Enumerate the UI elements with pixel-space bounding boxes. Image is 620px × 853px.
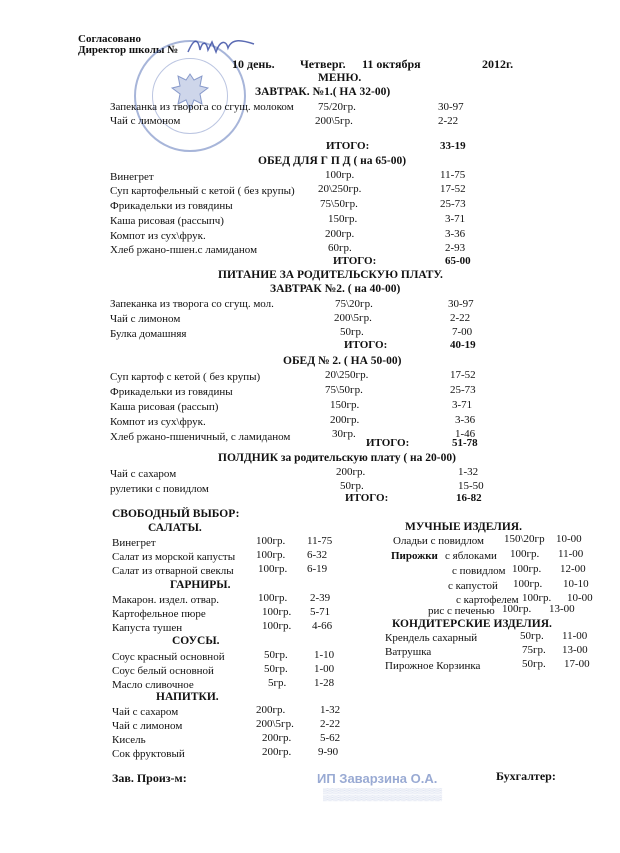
lunch2-item-name: Хлеб ржано-пшеничный, с ламиданом [110, 431, 291, 443]
breakfast2-item-portion: 50гр. [340, 326, 364, 338]
lunch2-item-price: 1-46 [455, 428, 476, 440]
snack-item-name: Чай с сахаром [110, 468, 177, 480]
lunch-gpd-total: 65-00 [445, 255, 471, 267]
confectionery-item-name: Крендель сахарный [385, 632, 478, 644]
breakfast2-item-name: Чай с лимоном [110, 313, 181, 325]
flour-item-name: с капустой [448, 580, 498, 592]
flour-item-price: 10-00 [556, 533, 582, 545]
flour-item-price: 10-10 [563, 578, 589, 590]
confectionery-item-portion: 50гр. [522, 658, 546, 670]
lunch2-item-portion: 150гр. [330, 399, 360, 411]
lunch2-item-name: Каша рисовая (рассып) [110, 401, 219, 413]
lunch2-item-portion: 75\50гр. [325, 384, 363, 396]
salad-item-price: 6-19 [307, 563, 328, 575]
sauce-item-portion: 5гр. [268, 677, 287, 689]
production-head-label: Зав. Произ-м: [112, 771, 187, 785]
pies-label: Пирожки [391, 550, 438, 562]
flour-item-price: 11-00 [558, 548, 584, 560]
snack-item-price: 15-50 [458, 480, 484, 492]
breakfast2-total: 40-19 [450, 339, 476, 351]
lunch-gpd-item-price: 25-73 [440, 198, 466, 210]
lunch-gpd-item-price: 3-71 [445, 213, 466, 225]
breakfast2-item-price: 7-00 [452, 326, 473, 338]
flour-item-price: 10-00 [567, 592, 593, 604]
garnish-title: ГАРНИРЫ. [170, 579, 231, 591]
lunch-gpd-title: ОБЕД ДЛЯ Г П Д ( на 65-00) [258, 155, 407, 167]
drink-item-name: Чай с лимоном [112, 720, 183, 732]
lunch2-total: 51-78 [452, 437, 478, 449]
company-stamp-text: ИП Заварзина О.А. [317, 771, 438, 786]
breakfast2-item-name: Запеканка из творога со сгущ. мол. [110, 298, 274, 310]
breakfast1-item-price: 30-97 [438, 101, 464, 113]
lunch-gpd-item-name: Компот из сух\фрук. [110, 230, 206, 242]
salad-item-portion: 100гр. [256, 535, 286, 547]
drink-item-portion: 200\5гр. [256, 718, 294, 730]
garnish-item-price: 4-66 [312, 620, 333, 632]
breakfast1-total-label: ИТОГО: [326, 140, 370, 152]
snack-item-name: рулетики с повидлом [110, 483, 209, 495]
lunch2-item-name: Фрикадельки из говядины [110, 386, 233, 398]
flour-item-name: с яблоками [445, 550, 497, 562]
garnish-item-name: Капуста тушен [112, 622, 183, 634]
confectionery-item-portion: 50гр. [520, 630, 544, 642]
lunch-gpd-item-price: 3-36 [445, 228, 466, 240]
breakfast1-item-name: Запеканка из творога со сгущ. молоком [110, 101, 294, 113]
flour-item-portion: 100гр. [513, 578, 543, 590]
drink-item-price: 2-22 [320, 718, 341, 730]
sauce-item-portion: 50гр. [264, 649, 288, 661]
snack-item-portion: 200гр. [336, 466, 366, 478]
lunch-gpd-item-portion: 100гр. [325, 169, 355, 181]
sauce-item-name: Соус белый основной [112, 665, 214, 677]
sauce-item-price: 1-10 [314, 649, 335, 661]
snack-item-price: 1-32 [458, 466, 479, 478]
breakfast2-item-portion: 200\5гр. [334, 312, 372, 324]
salad-item-portion: 100гр. [256, 549, 286, 561]
flour-item-name: рис с печенью [428, 605, 495, 617]
lunch-gpd-item-name: Хлеб ржано-пшен.с ламиданом [110, 244, 258, 256]
lunch-gpd-item-price: 17-52 [440, 183, 466, 195]
drink-item-price: 5-62 [320, 732, 341, 744]
salad-item-name: Салат из отварной свеклы [112, 565, 234, 577]
confectionery-item-name: Пирожное Корзинка [385, 660, 481, 672]
flour-item-portion: 100гр. [512, 563, 542, 575]
lunch2-title: ОБЕД № 2. ( НА 50-00) [283, 355, 402, 367]
flour-item-portion: 100гр. [510, 548, 540, 560]
drink-item-price: 1-32 [320, 704, 341, 716]
lunch-gpd-item-price: 11-75 [440, 169, 466, 181]
drink-item-name: Кисель [112, 734, 146, 746]
lunch2-item-portion: 30гр. [332, 428, 356, 440]
flour-item-name: с картофелем [456, 594, 519, 606]
lunch-gpd-item-portion: 200гр. [325, 228, 355, 240]
menu-date: 11 октября [362, 57, 421, 71]
drinks-title: НАПИТКИ. [156, 691, 219, 703]
lunch2-item-name: Компот из сух\фрук. [110, 416, 206, 428]
breakfast2-item-price: 2-22 [450, 312, 471, 324]
salad-item-price: 6-32 [307, 549, 328, 561]
sauces-title: СОУСЫ. [172, 635, 220, 647]
lunch2-item-name: Суп картоф с кетой ( без крупы) [110, 371, 261, 383]
lunch2-total-label: ИТОГО: [366, 437, 410, 449]
breakfast2-total-label: ИТОГО: [344, 339, 388, 351]
drink-item-price: 9-90 [318, 746, 339, 758]
drink-item-portion: 200гр. [262, 746, 292, 758]
lunch-gpd-item-name: Винегрет [110, 171, 154, 183]
lunch-gpd-item-name: Суп картофельный с кетой ( без крупы) [110, 185, 295, 197]
snack-total: 16-82 [456, 492, 482, 504]
menu-title: МЕНЮ. [318, 72, 362, 84]
paid-section-title: ПИТАНИЕ ЗА РОДИТЕЛЬСКУЮ ПЛАТУ. [218, 269, 443, 281]
salad-item-name: Салат из морской капусты [112, 551, 236, 563]
flour-item-portion: 150\20гр [504, 533, 545, 545]
drink-item-portion: 200гр. [256, 704, 286, 716]
breakfast2-item-portion: 75\20гр. [335, 298, 373, 310]
garnish-item-portion: 100гр. [262, 606, 292, 618]
menu-day: 10 день. [232, 57, 275, 71]
handwritten-signature-icon [186, 34, 256, 58]
breakfast2-title: ЗАВТРАК №2. ( на 40-00) [270, 283, 401, 295]
accountant-label: Бухгалтер: [496, 769, 556, 783]
lunch2-item-portion: 20\250гр. [325, 369, 369, 381]
lunch2-item-price: 3-36 [455, 414, 476, 426]
lunch-gpd-item-portion: 20\250гр. [318, 183, 362, 195]
salad-item-name: Винегрет [112, 537, 156, 549]
confectionery-item-price: 13-00 [562, 644, 588, 656]
garnish-item-name: Макарон. издел. отвар. [112, 594, 219, 606]
salads-title: САЛАТЫ. [148, 522, 202, 534]
garnish-item-portion: 100гр. [262, 620, 292, 632]
approval-line-1: Согласовано [78, 33, 141, 45]
breakfast2-item-price: 30-97 [448, 298, 474, 310]
flour-item-name: Оладьи с повидлом [393, 535, 485, 547]
confectionery-item-portion: 75гр. [522, 644, 546, 656]
flour-item-name: с повидлом [452, 565, 506, 577]
snack-total-label: ИТОГО: [345, 492, 389, 504]
drink-item-portion: 200гр. [262, 732, 292, 744]
sauce-item-price: 1-28 [314, 677, 335, 689]
menu-weekday: Четверг. [300, 57, 346, 71]
breakfast1-total: 33-19 [440, 140, 466, 152]
garnish-item-name: Картофельное пюре [112, 608, 206, 620]
breakfast1-title: ЗАВТРАК. №1.( НА 32-00) [255, 86, 391, 98]
confectionery-title: КОНДИТЕРСКИЕ ИЗДЕЛИЯ. [392, 618, 552, 630]
lunch2-item-price: 3-71 [452, 399, 473, 411]
sauce-item-price: 1-00 [314, 663, 335, 675]
breakfast1-item-portion: 200\5гр. [315, 115, 353, 127]
menu-year: 2012г. [482, 57, 514, 71]
drink-item-name: Чай с сахаром [112, 706, 179, 718]
flour-item-portion: 100гр. [522, 592, 552, 604]
salad-item-portion: 100гр. [258, 563, 288, 575]
breakfast1-item-portion: 75/20гр. [318, 101, 356, 113]
garnish-item-price: 2-39 [310, 592, 331, 604]
lunch-gpd-item-portion: 60гр. [328, 242, 352, 254]
lunch-gpd-item-portion: 150гр. [328, 213, 358, 225]
free-choice-title: СВОБОДНЫЙ ВЫБОР: [112, 508, 240, 520]
lunch2-item-portion: 200гр. [330, 414, 360, 426]
lunch-gpd-item-name: Фрикадельки из говядины [110, 200, 233, 212]
drink-item-name: Сок фруктовый [112, 748, 185, 760]
snack-title: ПОЛДНИК за родительскую плату ( на 20-00) [218, 452, 456, 464]
lunch2-item-price: 17-52 [450, 369, 476, 381]
sauce-item-portion: 50гр. [264, 663, 288, 675]
flour-title: МУЧНЫЕ ИЗДЕЛИЯ. [405, 521, 522, 533]
breakfast2-item-name: Булка домашняя [110, 328, 187, 340]
flour-item-price: 13-00 [549, 603, 575, 615]
lunch-gpd-item-name: Каша рисовая (рассыпч) [110, 215, 224, 227]
approval-line-2: Директор школы № [78, 44, 179, 56]
lunch2-item-price: 25-73 [450, 384, 476, 396]
confectionery-item-price: 17-00 [564, 658, 590, 670]
lunch-gpd-item-portion: 75\50гр. [320, 198, 358, 210]
breakfast1-item-name: Чай с лимоном [110, 115, 181, 127]
company-stamp-shadow: ▒▒▒▒▒▒▒▒▒▒▒▒▒▒ [323, 787, 443, 801]
sauce-item-name: Соус красный основной [112, 651, 225, 663]
lunch-gpd-item-price: 2-93 [445, 242, 466, 254]
breakfast1-item-price: 2-22 [438, 115, 459, 127]
garnish-item-price: 5-71 [310, 606, 331, 618]
flour-item-price: 12-00 [560, 563, 586, 575]
garnish-item-portion: 100гр. [258, 592, 288, 604]
lunch-gpd-total-label: ИТОГО: [333, 255, 377, 267]
confectionery-item-price: 11-00 [562, 630, 588, 642]
sauce-item-name: Масло сливочное [112, 679, 194, 691]
flour-item-portion: 100гр. [502, 603, 532, 615]
salad-item-price: 11-75 [307, 535, 333, 547]
confectionery-item-name: Ватрушка [385, 646, 432, 658]
snack-item-portion: 50гр. [340, 480, 364, 492]
